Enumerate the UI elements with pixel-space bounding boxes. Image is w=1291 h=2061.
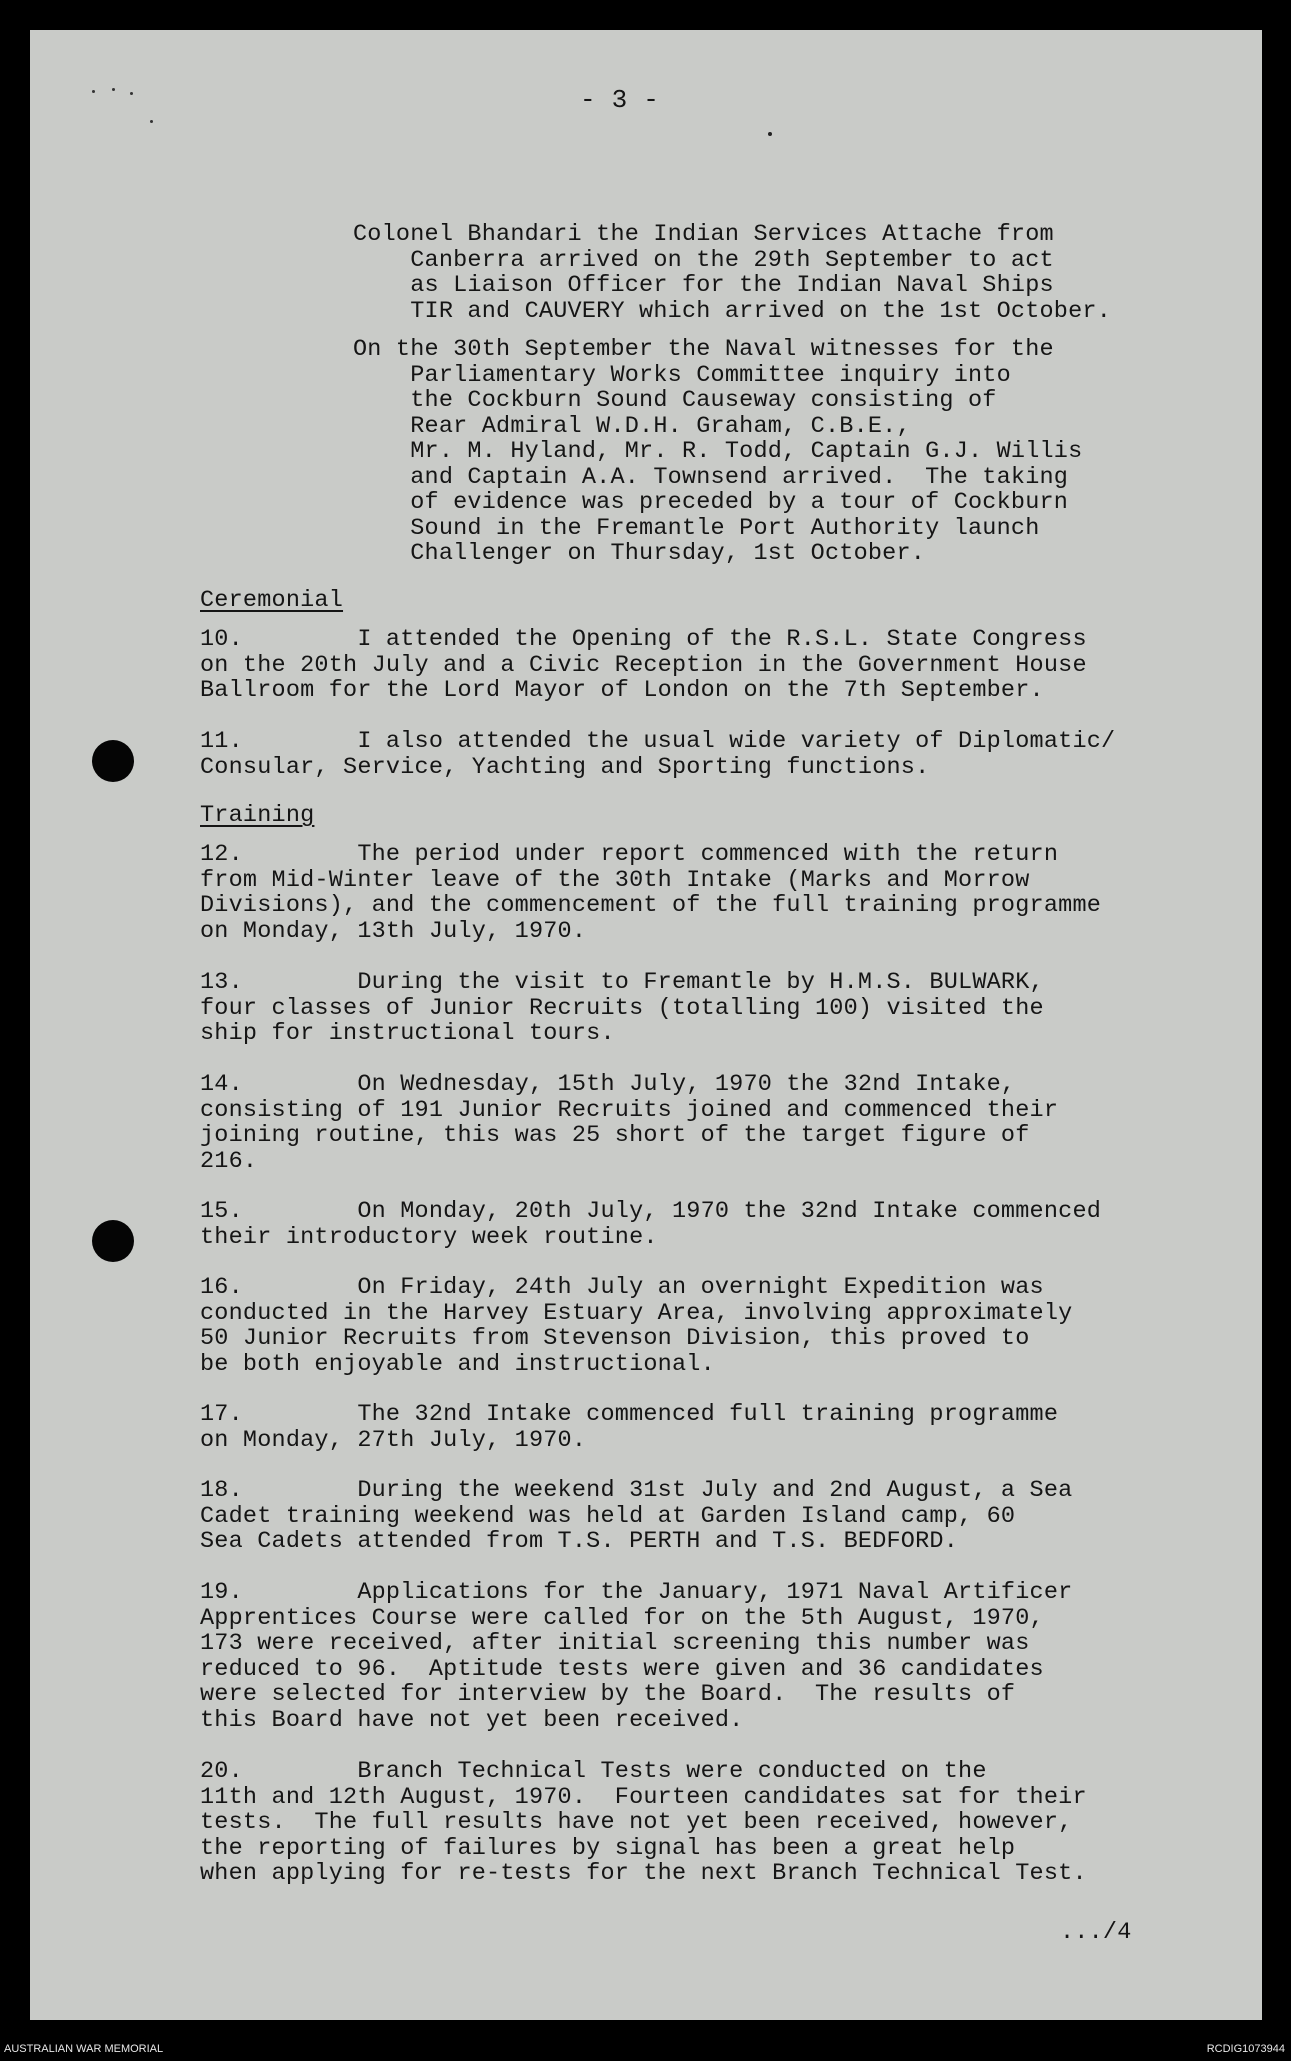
text-line: 19. Applications for the January, 1971 Naval Artificer xyxy=(200,1579,1073,1606)
text-line: 11th and 12th August, 1970. Fourteen candidates sat for their xyxy=(200,1783,1087,1811)
section-heading-training: Training xyxy=(200,802,315,829)
bhandari-paragraph xyxy=(353,222,1111,324)
archive-credit: AUSTRALIAN WAR MEMORIAL xyxy=(4,2043,164,2055)
text-line: on Monday, 27th July, 1970. xyxy=(200,1426,587,1454)
witnesses-paragraph xyxy=(353,337,1082,567)
ink-speck xyxy=(92,90,95,93)
text-line: TIR and CAUVERY which arrived on the 1st October. xyxy=(353,297,1112,325)
text-line: Ballroom for the Lord Mayor of London on the 7th September. xyxy=(200,677,1044,704)
text-line: and Captain A.A. Townsend arrived. The taking xyxy=(353,463,1069,491)
text-line: tests. The full results have not yet been received, however, xyxy=(200,1809,1073,1836)
text-line: be both enjoyable and instructional. xyxy=(200,1350,715,1378)
text-line: Parliamentary Works Committee inquiry into xyxy=(353,361,1011,389)
text-line: Apprentices Course were called for on the 5th August, 1970, xyxy=(200,1604,1044,1632)
paragraph-18 xyxy=(200,1478,1072,1555)
text-line: Divisions), and the commencement of the full training programme xyxy=(200,892,1102,919)
paragraph-11 xyxy=(200,729,1115,780)
text-line: four classes of Junior Recruits (totalling 100) visited the xyxy=(200,994,1044,1022)
text-line: 17. The 32nd Intake commenced full training programme xyxy=(200,1401,1059,1428)
text-line: this Board have not yet been received. xyxy=(200,1706,744,1734)
text-line: 14. On Wednesday, 15th July, 1970 the 32nd Intake, xyxy=(200,1071,1016,1098)
text-line: 173 were received, after initial screening this number was xyxy=(200,1630,1030,1657)
continuation-marker: .../4 xyxy=(1060,1919,1132,1946)
text-line: 50 Junior Recruits from Stevenson Division, this proved to xyxy=(200,1325,1030,1352)
text-line: 10. I attended the Opening of the R.S.L. State Congress xyxy=(200,626,1087,653)
text-line: on the 20th July and a Civic Reception in the Government House xyxy=(200,651,1087,679)
text-line: were selected for interview by the Board. The results of xyxy=(200,1681,1016,1708)
text-line: 216. xyxy=(200,1147,258,1175)
text-line: 12. The period under report commenced with the return xyxy=(200,841,1059,868)
text-line: 15. On Monday, 20th July, 1970 the 32nd Intake commenced xyxy=(200,1198,1102,1225)
text-line: of evidence was preceded by a tour of Cockburn xyxy=(353,489,1069,516)
text-line: Challenger on Thursday, 1st October. xyxy=(353,540,926,567)
text-line: Mr. M. Hyland, Mr. R. Todd, Captain G.J. Willis xyxy=(353,438,1083,465)
paragraph-19 xyxy=(200,1580,1072,1733)
punch-hole xyxy=(92,1220,134,1262)
paragraph-14 xyxy=(200,1072,1058,1174)
ink-speck xyxy=(112,88,115,91)
punch-hole xyxy=(92,740,134,782)
ink-speck xyxy=(150,120,153,123)
text-line: on Monday, 13th July, 1970. xyxy=(200,917,587,945)
text-line: 13. During the visit to Fremantle by H.M.S. BULWARK, xyxy=(200,969,1044,996)
text-line: as Liaison Officer for the Indian Naval Ships xyxy=(353,272,1054,299)
paragraph-10 xyxy=(200,627,1087,704)
paragraph-13 xyxy=(200,970,1044,1047)
text-line: their introductory week routine. xyxy=(200,1223,658,1251)
text-line: Sea Cadets attended from T.S. PERTH and T.S. BEDFORD. xyxy=(200,1528,959,1555)
text-line: 11. I also attended the usual wide variety of Diplomatic/ xyxy=(200,728,1116,755)
text-line: the reporting of failures by signal has been a great help xyxy=(200,1834,1016,1862)
paragraph-20 xyxy=(200,1759,1087,1887)
text-line: Canberra arrived on the 29th September to act xyxy=(353,246,1054,274)
text-line: from Mid-Winter leave of the 30th Intake (Marks and Morrow xyxy=(200,866,1030,894)
text-line: Rear Admiral W.D.H. Graham, C.B.E., xyxy=(353,412,911,440)
text-line: joining routine, this was 25 short of the target figure of xyxy=(200,1122,1030,1149)
text-line: 16. On Friday, 24th July an overnight Expedition was xyxy=(200,1274,1044,1301)
paragraph-17 xyxy=(200,1402,1058,1453)
text-line: Consular, Service, Yachting and Sporting functions. xyxy=(200,753,930,781)
text-line: 18. During the weekend 31st July and 2nd August, a Sea xyxy=(200,1477,1073,1504)
text-line: Colonel Bhandari the Indian Services Attache from xyxy=(353,221,1054,248)
paragraph-16 xyxy=(200,1275,1072,1377)
ink-speck xyxy=(130,92,133,95)
page-number: - 3 - xyxy=(580,85,660,115)
archive-reference: RCDIG1073944 xyxy=(1206,2043,1285,2055)
paragraph-12 xyxy=(200,842,1101,944)
text-line: 20. Branch Technical Tests were conducted on the xyxy=(200,1758,987,1785)
section-heading-ceremonial: Ceremonial xyxy=(200,587,344,614)
text-line: Sound in the Fremantle Port Authority launch xyxy=(353,514,1040,542)
text-line: reduced to 96. Aptitude tests were given and 36 candidates xyxy=(200,1655,1044,1683)
text-line: ship for instructional tours. xyxy=(200,1020,615,1047)
ink-dot xyxy=(768,132,772,136)
paragraph-15 xyxy=(200,1199,1101,1250)
text-line: consisting of 191 Junior Recruits joined and commenced their xyxy=(200,1096,1059,1124)
text-line: conducted in the Harvey Estuary Area, involving approximately xyxy=(200,1299,1073,1327)
text-line: the Cockburn Sound Causeway consisting of xyxy=(353,387,997,414)
text-line: Cadet training weekend was held at Garden Island camp, 60 xyxy=(200,1502,1016,1530)
text-line: when applying for re-tests for the next Branch Technical Test. xyxy=(200,1860,1087,1887)
text-line: On the 30th September the Naval witnesses for the xyxy=(353,336,1054,363)
